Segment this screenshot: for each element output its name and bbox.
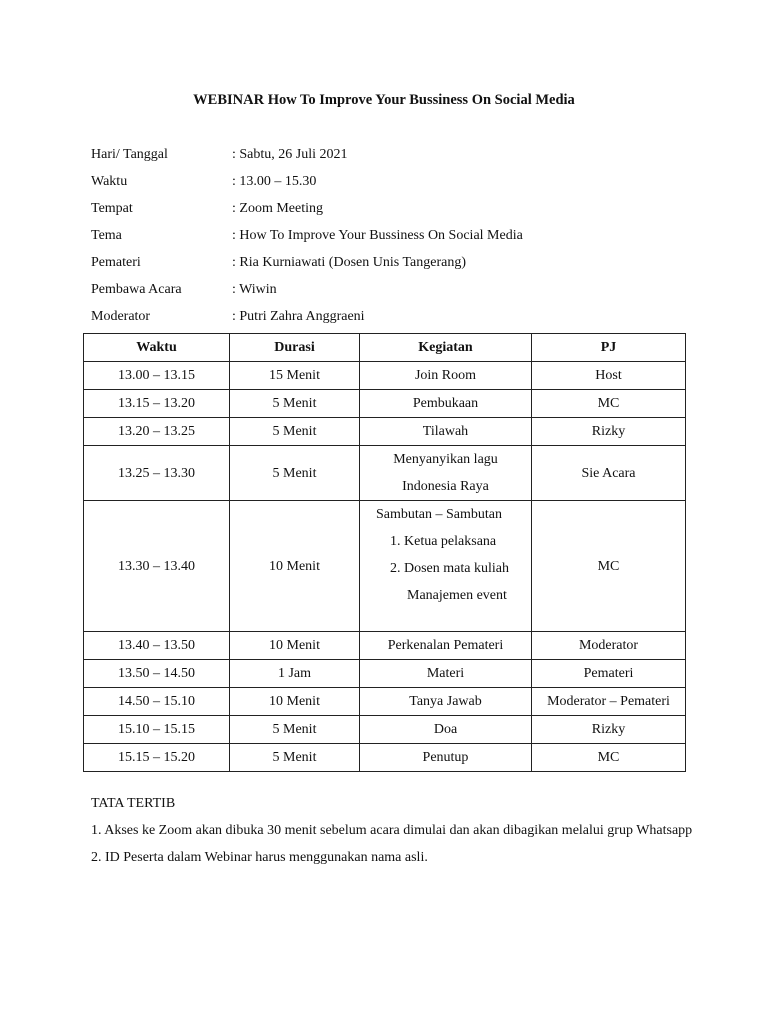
- info-value: : 13.00 – 15.30: [232, 174, 317, 189]
- cell-pj: MC: [532, 744, 686, 772]
- cell-waktu: 15.15 – 15.20: [84, 744, 230, 772]
- cell-durasi: 10 Menit: [230, 688, 360, 716]
- cell-kegiatan: Pembukaan: [360, 390, 532, 418]
- info-value: : Ria Kurniawati (Dosen Unis Tangerang): [232, 255, 466, 270]
- column-header-pj: PJ: [532, 334, 686, 362]
- info-row-date: [91, 144, 691, 171]
- info-label: Tema: [91, 228, 122, 243]
- table-row: [84, 446, 686, 501]
- info-row-speaker: [91, 252, 691, 279]
- cell-durasi: 5 Menit: [230, 418, 360, 446]
- info-row-time: [91, 171, 691, 198]
- list-item: 1. Ketua pelaksana: [404, 528, 509, 555]
- list-item-line: Dosen mata kuliah: [404, 561, 509, 576]
- table-row: [84, 501, 686, 632]
- cell-waktu: 13.40 – 13.50: [84, 632, 230, 660]
- table-row: [84, 660, 686, 688]
- cell-pj: MC: [532, 390, 686, 418]
- cell-waktu: 13.25 – 13.30: [84, 446, 230, 501]
- cell-waktu: 13.30 – 13.40: [84, 501, 230, 632]
- cell-kegiatan: Tilawah: [360, 418, 532, 446]
- cell-kegiatan: [360, 446, 532, 501]
- info-label: Tempat: [91, 201, 133, 216]
- cell-pj: Moderator: [532, 632, 686, 660]
- sambutan-block: [364, 501, 509, 609]
- info-row-theme: [91, 225, 691, 252]
- info-value: : Wiwin: [232, 282, 277, 297]
- cell-kegiatan: Perkenalan Pemateri: [360, 632, 532, 660]
- cell-durasi: 1 Jam: [230, 660, 360, 688]
- cell-pj: Sie Acara: [532, 446, 686, 501]
- cell-kegiatan: Doa: [360, 716, 532, 744]
- column-header-waktu: Waktu: [84, 334, 230, 362]
- info-value: : Sabtu, 26 Juli 2021: [232, 147, 348, 162]
- table-row: [84, 716, 686, 744]
- table-row: [84, 418, 686, 446]
- cell-waktu: 13.20 – 13.25: [84, 418, 230, 446]
- cell-pj: Rizky: [532, 418, 686, 446]
- info-label: Waktu: [91, 174, 128, 189]
- info-row-moderator: [91, 306, 691, 333]
- column-header-kegiatan: Kegiatan: [360, 334, 532, 362]
- info-value: : Putri Zahra Anggraeni: [232, 309, 365, 324]
- column-header-durasi: Durasi: [230, 334, 360, 362]
- kegiatan-line: Indonesia Raya: [402, 479, 489, 494]
- cell-durasi: 5 Menit: [230, 446, 360, 501]
- table-row: [84, 632, 686, 660]
- info-row-place: [91, 198, 691, 225]
- rule-item: 1. Akses ke Zoom akan dibuka 30 menit sebelum acara dimulai dan akan dibagikan melalui grup Whatsapp: [91, 823, 693, 838]
- cell-durasi: 15 Menit: [230, 362, 360, 390]
- cell-durasi: 10 Menit: [230, 501, 360, 632]
- kegiatan-line: Menyanyikan lagu: [393, 452, 498, 467]
- info-label: Moderator: [91, 309, 151, 324]
- cell-durasi: 5 Menit: [230, 716, 360, 744]
- cell-kegiatan: Join Room: [360, 362, 532, 390]
- cell-durasi: 5 Menit: [230, 390, 360, 418]
- document-title: WEBINAR How To Improve Your Bussiness On Social Media: [193, 92, 575, 108]
- rules-section: [91, 790, 701, 871]
- info-label: Pembawa Acara: [91, 282, 182, 297]
- table-row: [84, 688, 686, 716]
- cell-pj: MC: [532, 501, 686, 632]
- sambutan-list: [376, 528, 509, 609]
- schedule-table: [83, 333, 686, 772]
- info-row-host: [91, 279, 691, 306]
- list-item: [404, 555, 509, 609]
- cell-waktu: 14.50 – 15.10: [84, 688, 230, 716]
- info-label: Pemateri: [91, 255, 141, 270]
- info-label: Hari/ Tanggal: [91, 147, 168, 162]
- sambutan-heading: Sambutan – Sambutan: [376, 507, 502, 522]
- list-item-line: Manajemen event: [407, 588, 507, 603]
- cell-durasi: 5 Menit: [230, 744, 360, 772]
- cell-kegiatan: [360, 501, 532, 632]
- table-row: [84, 362, 686, 390]
- cell-waktu: 13.00 – 13.15: [84, 362, 230, 390]
- table-row: [84, 390, 686, 418]
- table-header-row: [84, 334, 686, 362]
- cell-kegiatan: Penutup: [360, 744, 532, 772]
- cell-waktu: 15.10 – 15.15: [84, 716, 230, 744]
- cell-pj: Moderator – Pemateri: [532, 688, 686, 716]
- info-value: : How To Improve Your Bussiness On Social Media: [232, 228, 523, 243]
- cell-pj: Pemateri: [532, 660, 686, 688]
- cell-kegiatan: Tanya Jawab: [360, 688, 532, 716]
- cell-waktu: 13.50 – 14.50: [84, 660, 230, 688]
- cell-pj: Host: [532, 362, 686, 390]
- event-info: [91, 144, 691, 333]
- cell-pj: Rizky: [532, 716, 686, 744]
- rule-item: 2. ID Peserta dalam Webinar harus menggunakan nama asli.: [91, 850, 428, 865]
- rules-heading: TATA TERTIB: [91, 796, 176, 811]
- cell-waktu: 13.15 – 13.20: [84, 390, 230, 418]
- cell-kegiatan: Materi: [360, 660, 532, 688]
- cell-durasi: 10 Menit: [230, 632, 360, 660]
- info-value: : Zoom Meeting: [232, 201, 323, 216]
- table-row: [84, 744, 686, 772]
